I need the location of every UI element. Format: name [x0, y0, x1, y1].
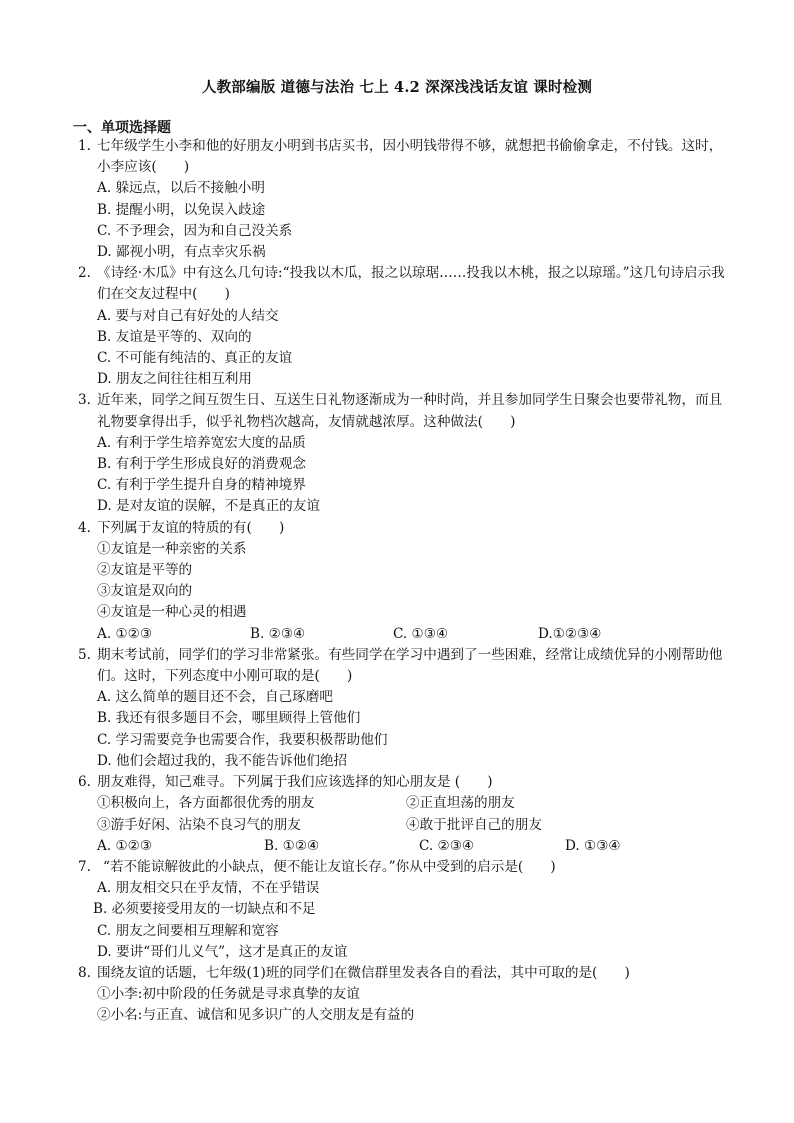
- question-stem: 《诗经·木瓜》中有这么几句诗:“投我以木瓜，报之以琼琚……投我以木桃，报之以琼瑶。”这几句诗启示我们在交友过程中( ): [97, 265, 725, 303]
- section-heading: 一、单项选择题: [73, 120, 171, 136]
- option-d: D. 要讲“哥们儿义气”，这才是真正的友谊: [97, 943, 348, 960]
- statement-3: ③游手好闲、沾染不良习气的朋友: [97, 816, 301, 833]
- statement-2: ②正直坦荡的朋友: [406, 795, 515, 812]
- option-d: D. ①③④: [565, 837, 621, 854]
- option-c: C. 有利于学生提升自身的精神境界: [97, 477, 306, 494]
- option-b: B. 必须要接受用友的一切缺点和不足: [93, 901, 316, 918]
- statement-1: ①积极向上，各方面都很优秀的朋友: [97, 795, 315, 812]
- statement-2: ②小名:与正直、诚信和见多识广的人交朋友是有益的: [97, 1007, 415, 1024]
- statement-row: [78, 793, 728, 814]
- option-c: C. 不可能有纯洁的、真正的友谊: [97, 350, 293, 367]
- question-stem: 下列属于友谊的特质的有( ): [97, 519, 285, 536]
- option-d: D. 他们会超过我的，我不能告诉他们绝招: [97, 752, 348, 769]
- option-c: C. ①③④: [393, 625, 449, 642]
- option-c: C. 不予理会，因为和自己没关系: [97, 222, 293, 239]
- option-a: A. ①②③: [97, 625, 153, 642]
- option-b: B. ①②④: [264, 837, 320, 854]
- question-number: 5.: [78, 646, 91, 663]
- question-stem: 七年级学生小李和他的好朋友小明到书店买书，因小明钱带得不够，就想把书偷偷拿走，不付钱。这时，小李应该( ): [97, 138, 723, 176]
- question-5: [78, 645, 728, 772]
- option-d: D. 是对友谊的误解，不是真正的友谊: [97, 498, 320, 515]
- option-row: [78, 624, 728, 645]
- question-1: [78, 136, 728, 263]
- question-4: [78, 518, 728, 645]
- option-a: A. 躲远点，以后不接触小明: [97, 180, 265, 197]
- question-stem: 围绕友谊的话题，七年级(1)班的同学们在微信群里发表各自的看法，其中可取的是( ): [97, 964, 630, 981]
- question-stem: 近年来，同学之间互贺生日、互送生日礼物逐渐成为一种时尚，并且参加同学生日聚会也要带礼物，而且礼物要拿得出手，似乎礼物档次越高，友情就越浓厚。这种做法( ): [97, 392, 723, 430]
- question-number: 1.: [78, 138, 91, 154]
- option-row: [78, 836, 728, 857]
- question-list: [78, 136, 728, 1027]
- option-a: A. ①②③: [97, 837, 153, 854]
- page-title: 人教部编版 道德与法治 七上 4.2 深深浅浅话友谊 课时检测: [201, 79, 593, 96]
- option-b: B. 我还有很多题目不会，哪里顾得上管他们: [97, 710, 361, 727]
- option-d: D.①②③④: [538, 625, 602, 642]
- question-stem: “若不能谅解彼此的小缺点，便不能让友谊长存。”你从中受到的启示是( ): [103, 858, 556, 875]
- statement-4: ④敢于批评自己的朋友: [406, 816, 542, 833]
- option-b: B. 提醒小明，以免误入歧途: [97, 201, 266, 218]
- statement-1: ①友谊是一种亲密的关系: [97, 540, 247, 557]
- option-a: A. 要与对自己有好处的人结交: [97, 307, 279, 324]
- question-7: [78, 857, 728, 963]
- option-c: C. 学习需要竞争也需要合作，我要积极帮助他们: [97, 731, 388, 748]
- question-2: [78, 263, 728, 390]
- question-number: 2.: [78, 265, 91, 282]
- question-number: 8.: [78, 964, 91, 981]
- statement-2: ②友谊是平等的: [97, 562, 193, 579]
- question-number: 7.: [78, 858, 91, 875]
- question-8: [78, 963, 728, 1027]
- question-6: [78, 772, 728, 857]
- option-d: D. 朋友之间往往相互利用: [97, 371, 252, 388]
- option-c: C. ②③④: [419, 837, 475, 854]
- question-number: 3.: [78, 392, 91, 409]
- statement-4: ④友谊是一种心灵的相遇: [97, 604, 247, 621]
- statement-1: ①小李:初中阶段的任务就是寻求真挚的友谊: [97, 986, 360, 1003]
- option-b: B. 友谊是平等的、双向的: [97, 328, 252, 345]
- option-a: A. 这么简单的题目还不会，自己琢磨吧: [97, 689, 333, 706]
- option-d: D. 鄙视小明，有点幸灾乐祸: [97, 244, 266, 261]
- question-3: [78, 390, 728, 517]
- question-number: 6.: [78, 774, 91, 791]
- option-c: C. 朋友之间要相互理解和宽容: [97, 922, 279, 939]
- statement-row: [78, 815, 728, 836]
- option-a: A. 朋友相交只在乎友情，不在乎错误: [97, 880, 320, 897]
- option-b: B. 有利于学生形成良好的消费观念: [97, 456, 306, 473]
- question-stem: 朋友难得，知己难寻。下列属于我们应该选择的知心朋友是 ( ): [97, 774, 493, 791]
- option-b: B. ②③④: [250, 625, 306, 642]
- option-a: A. 有利于学生培养宽宏大度的品质: [97, 434, 306, 451]
- statement-3: ③友谊是双向的: [97, 583, 193, 600]
- question-number: 4.: [78, 519, 91, 536]
- question-stem: 期末考试前，同学们的学习非常紧张。有些同学在学习中遇到了一些困难，经常让成绩优异的小刚帮助他们。这时，下列态度中小刚可取的是( ): [97, 646, 723, 685]
